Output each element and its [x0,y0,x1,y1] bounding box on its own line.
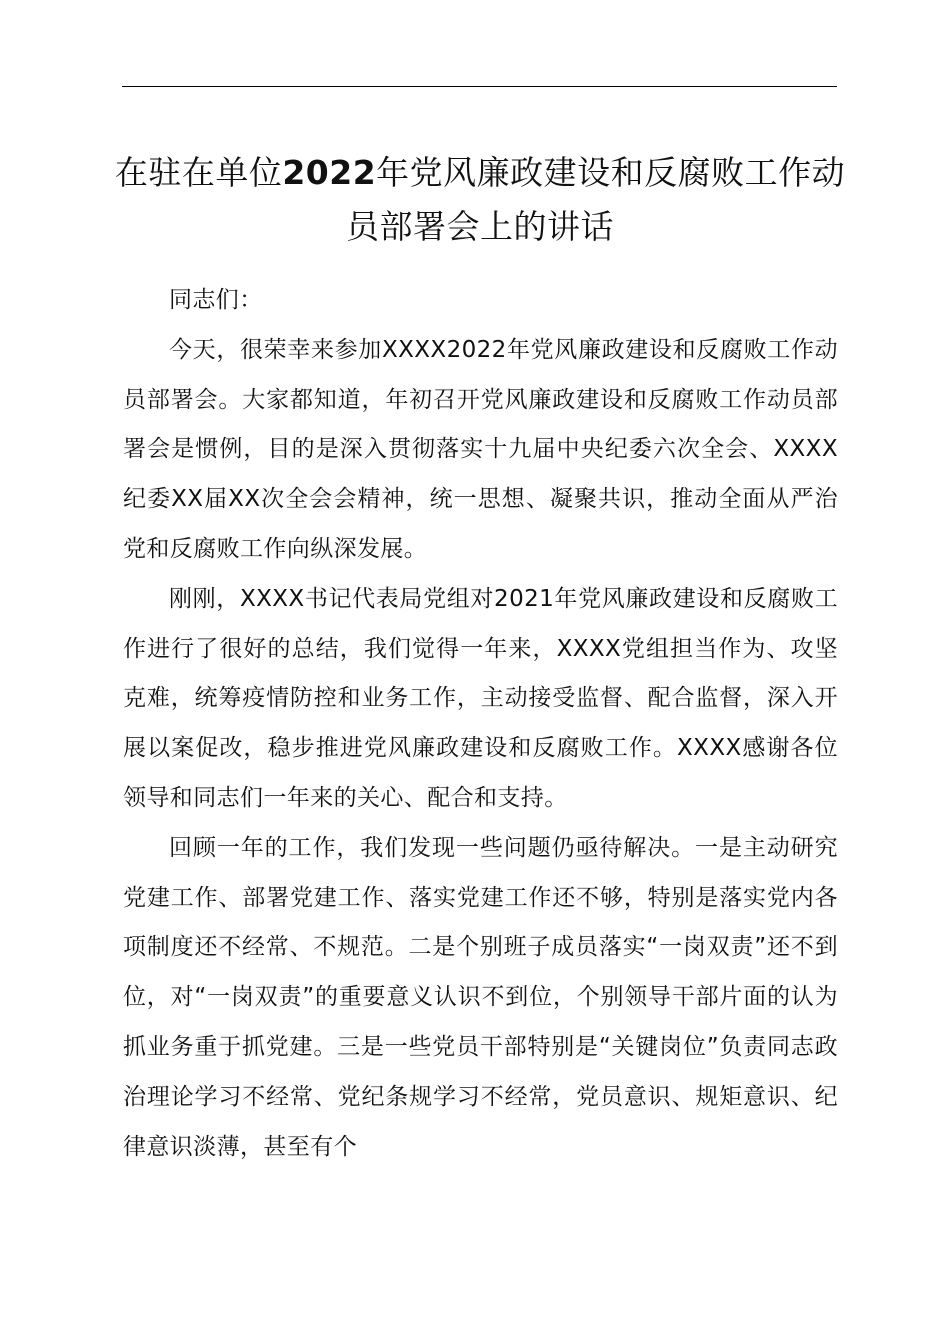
title-part-1: 在驻在单位 [114,153,283,192]
paragraph-3: 回顾一年的工作，我们发现一些问题仍亟待解决。一是主动研究党建工作、部署党建工作、落实党建工作还不够，特别是落实党内各项制度还不经常、不规范。二是个别班子成员落实“一岗双责”还不到位，对“一岗双责”的重要意义认识不到位，个别领导干部片面的认为抓业务重于抓党建。三是一些党员干部特别是“关键岗位”负责同志政治理论学习不经常、党纪条规学习不经常，党员意识、规矩意识、纪律意识淡薄，甚至有个 [123,834,838,1160]
header-rule [122,86,837,87]
paragraph-2: 刚刚，XXXX书记代表局党组对2021年党风廉政建设和反腐败工作进行了很好的总结，我们觉得一年来，XXXX党组担当作为、攻坚克难，统筹疫情防控和业务工作，主动接受监督、配合监督，深入开展以案促改，稳步推进党风廉政建设和反腐败工作。XXXX感谢各位领导和同志们一年来的关心、配合和支持。 [123,585,838,811]
salutation: 同志们： [169,287,263,313]
paragraph-1: 今天，很荣幸来参加XXXX2022年党风廉政建设和反腐败工作动员部署会。大家都知道，年初召开党风廉政建设和反腐败工作动员部署会是惯例，目的是深入贯彻落实十九届中央纪委六次全会、XXXX纪委XX届XX次全会会精神，统一思想、凝聚共识，推动全面从严治党和反腐败工作向纵深发展。 [123,336,838,562]
document-body [123,276,838,1172]
title-part-2: 年党风廉政建设和反腐败工作动员部署会上的讲话 [346,153,846,246]
title-year: 2022 [282,153,377,192]
document-title [100,146,860,254]
